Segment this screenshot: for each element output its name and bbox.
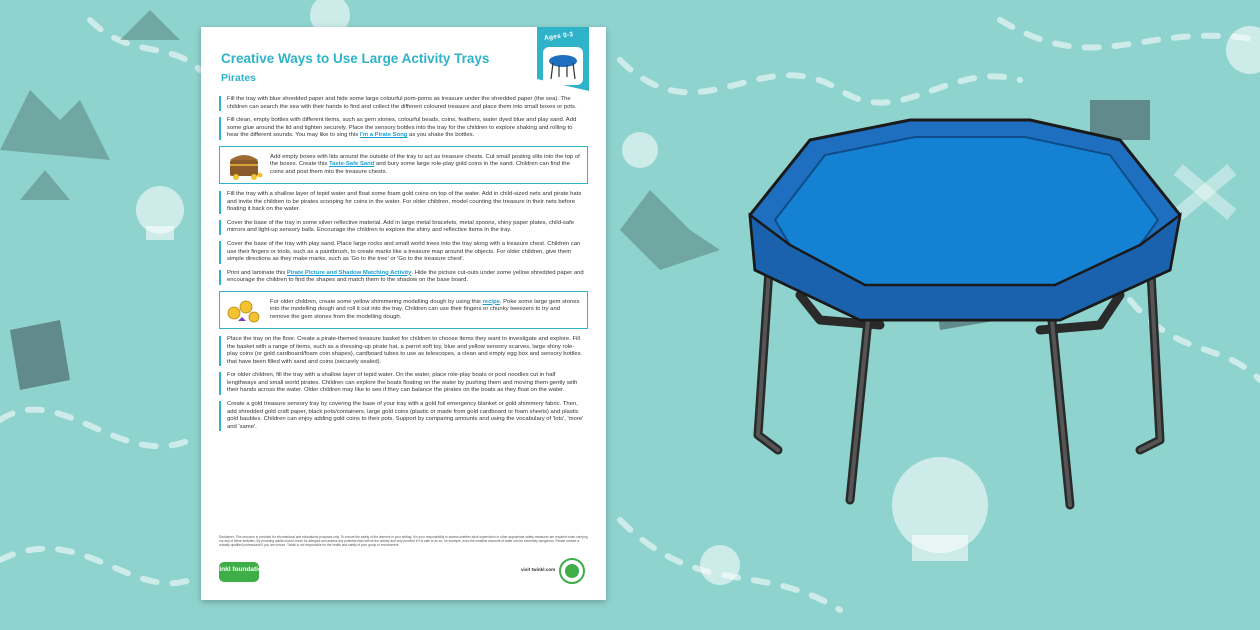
footer-logo-text-1: twinkl foundation bbox=[212, 566, 266, 573]
disclaimer: Disclaimer: This resource is provided for informational and educational purposes only. To ensure the safety of the learners in your setting, it is your responsibility to assess whether adult supervision or other appropriate safety measures are required when carrying out any of these activities. By providing adults should check for allergies and assess any potential risks before the activity and only proceed if it is safe to do so; for example, even the smallest amounts of water can be extremely dangerous. Please contact a suitably qualified professional if you are unsure. Twinkl is not responsible for the health and safety of your group or environment. bbox=[219, 535, 588, 548]
treasure-chest-icon bbox=[224, 150, 266, 180]
activity-box-text: Add empty boxes with lids around the outside of the tray to act as treasure chests. Cut small posting slits into the top of the boxes. Create this Taste-Safe Sand and bury some large role-play gold coins in the sand. Children can find the coins and post them into the treasure chests. bbox=[270, 153, 580, 175]
age-badge bbox=[537, 27, 589, 91]
taste-safe-sand-link[interactable]: Taste-Safe Sand bbox=[328, 161, 375, 168]
shadow-matching-link[interactable]: Pirate Picture and Shadow Matching Activity bbox=[286, 269, 412, 276]
activity-item: Fill the tray with blue shredded paper and hide some large colourful pom-poms as treasure under the shredded paper (the sea). The children can search the sea with their hands to find and collect the different coloured treasure and place them into small boxes or pots. bbox=[219, 96, 588, 111]
twinkl-foundation-logo bbox=[212, 560, 266, 584]
activity-item: For older children, fill the tray with a shallow layer of tepid water. On the water, place role-play boats or pool noodles cut in half lengthways and small world pirates. Children can explore the boats floating on the water by pushing them and moving them gently with their hands across the water. Older children may like to see if they can balance the pirates on the boats as they float on the water. bbox=[219, 372, 588, 395]
activity-tray-illustration bbox=[730, 105, 1190, 515]
activity-item: Create a gold treasure sensory tray by covering the base of your tray with a gold foil emergency blanket or gold shimmery fabric. Then, add shredded gold craft paper, black pots/containers, large gold coins (plastic or made from gold cardboard or foam sheets) and plastic gold baubles. Children can enjoy adding gold coins to their pots. Support by comparing amounts and using the vocabulary of 'lots', 'more' and 'same'. bbox=[219, 401, 588, 431]
document-subtitle: Pirates bbox=[221, 72, 257, 84]
activity-item: Cover the base of the tray in some silver reflective material. Add in large metal bracelets, metal spoons, shiny paper plates, child-safe mirrors and light-up sensory balls. Encourage the children to explore the shiny and reflective items in the tray. bbox=[219, 220, 588, 235]
gold-coins-icon bbox=[224, 295, 266, 325]
activity-box bbox=[219, 291, 588, 329]
activity-box bbox=[219, 146, 588, 184]
pirate-song-link[interactable]: I'm a Pirate Song bbox=[359, 132, 408, 139]
activity-sheet bbox=[201, 27, 606, 600]
activity-list bbox=[219, 96, 588, 431]
activity-box-text: For older children, create some yellow shimmering modelling dough by using this recipe. Poke some large gem stones into the modelling dough and roll it out into the tray. Children can use their fingers or chunky tweezers to try and remove the gem stones from the modelling dough. bbox=[270, 298, 580, 320]
activity-item: Fill clean, empty bottles with different items, such as gem stones, colourful beads, coins, feathers, water dyed blue and play sand. Add some glue around the lid and tighten securely. Place the sensory bottles into the tray for the children to explore shaking and rolling to hear the different sounds. You may like to sing this I'm a Pirate Song as you shake the bottles. bbox=[219, 117, 588, 140]
recipe-link[interactable]: recipe bbox=[482, 298, 500, 305]
age-badge-label: Ages 0-3 bbox=[543, 30, 574, 43]
activity-item: Print and laminate this Pirate Picture and Shadow Matching Activity. Hide the picture cut-outs under some yellow shredded paper and encourage the children to find the shapes and match them to the shadow on the base board. bbox=[219, 270, 588, 285]
activity-item: Cover the base of the tray with play sand. Place large rocks and small world trees into the tray along with a treasure chest. Children can use their fingers or tools, such as a paintbrush, to create marks like a treasure map around the objects. For older children, give them simple directions as they make marks, such as 'Go to the tree' or 'Go to the treasure chest'. bbox=[219, 241, 588, 264]
quality-badge-icon bbox=[559, 558, 585, 584]
activity-item: Fill the tray with a shallow layer of tepid water and float some foam gold coins on top of the water. Add in child-sized nets and pirate hats and invite the children to be pirates scooping for coins in the water. For older children, model counting the treasure in their nets before floating it back on the water. bbox=[219, 191, 588, 214]
document-title: Creative Ways to Use Large Activity Trays bbox=[221, 51, 490, 66]
footer-url[interactable]: visit twinkl.com bbox=[521, 567, 556, 572]
activity-item: Place the tray on the floor. Create a pirate-themed treasure basket for children to choose items they want to investigate and explore. Fill the basket with a range of items, such as a dressing-up pirate hat, a parrot soft toy, blue and yellow sensory scarves, large shiny role-play coins (or gold cardboard/foam coin shapes), cardboard tubes to use as telescopes, a clean and empty egg box and sensory bottles that have been filled with sand and coins (securely sealed). bbox=[219, 336, 588, 366]
